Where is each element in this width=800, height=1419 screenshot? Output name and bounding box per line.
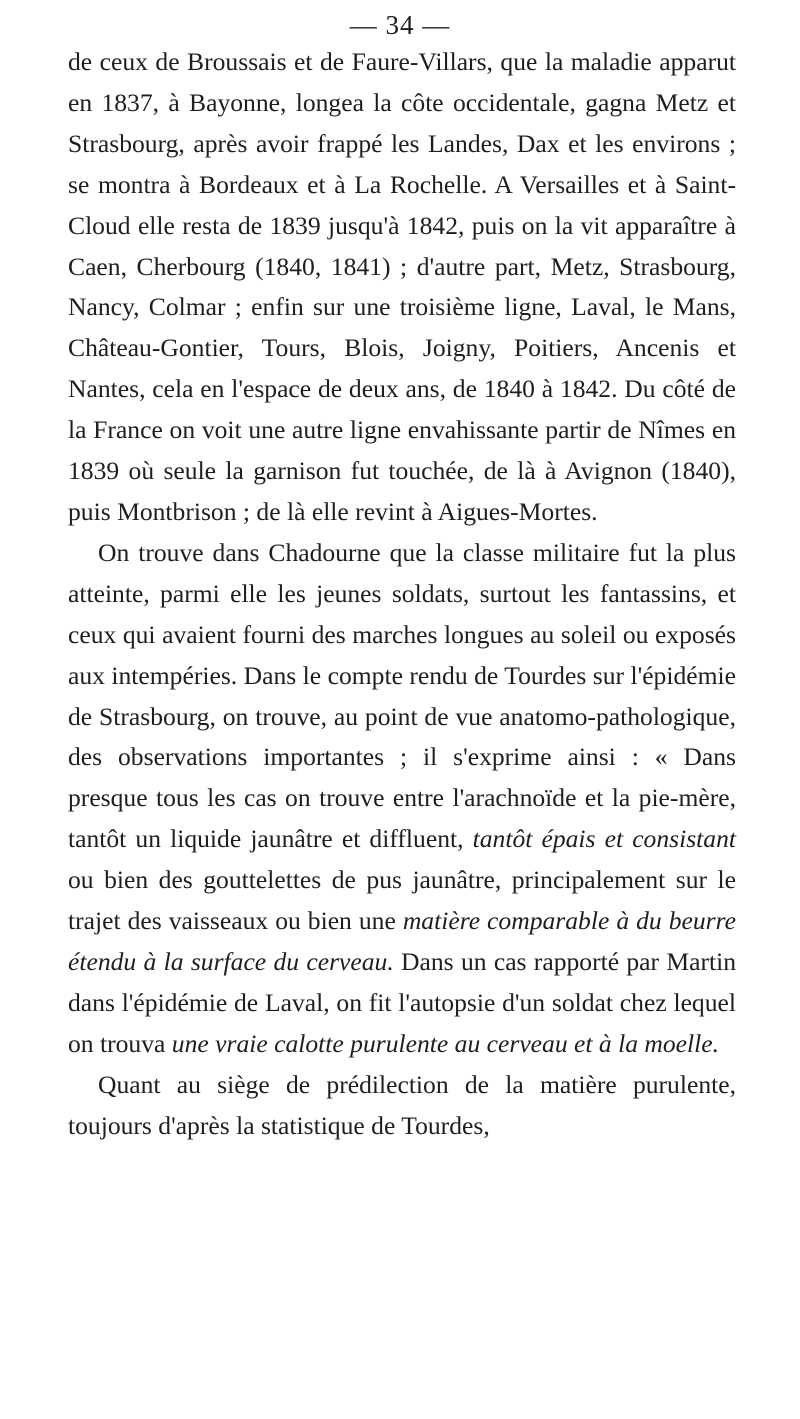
italic-run: une vraie calotte purulente au cerveau et à la moelle. [171,1028,720,1058]
text-run: Quant au siège de prédilection de la matière purulente, toujours d'après la statistique de Tourdes, [68,1069,736,1140]
italic-run: tantôt épais et consistant [472,824,736,854]
text-run: On trouve dans Chadourne que la classe militaire fut la plus atteinte, parmi elle les jeunes soldats, surtout les fantassins, et ceux qui avaient fourni des marches longues au soleil ou exposés aux intempéries. Dans le compte rendu de Tourdes sur l'épidémie de Strasbourg, on trouve, au point de vue anatomo-pathologique, des observations importantes ; il s'exprime ainsi : « Dans presque tous les cas on trouve entre l'arachnoïde et la pie-mère, tantôt un liquide jaunâtre et diffluent, [68,537,736,854]
text-run: ou bien des gouttelettes de pus jaunâtre, principalement sur le trajet des vaisseaux ou bien une [68,865,736,936]
page-number: — 34 — [349,10,451,40]
italic-run: matière comparable à du beurre étendu à la surface du cerveau. [68,906,736,976]
text-run: de ceux de Broussais et de Faure-Villars, que la maladie apparut en 1837, à Bayonne, longea la côte occidentale, gagna Metz et Strasbourg, après avoir frappé les Landes, Dax et les environs ; se montra à Bordeaux et à La Rochelle. A Versailles et à Saint-Cloud elle resta de 1839 jusqu'à 1842, puis on la vit apparaître à Caen, Cherbourg (1840, 1841) ; d'autre part, Metz, Strasbourg, Nancy, Colmar ; enfin sur une troisième ligne, Laval, le Mans, Château-Gontier, Tours, Blois, Joigny, Poitiers, Ancenis et Nantes, cela en l'espace de deux ans, de 1840 à 1842. Du côté de la France on voit une autre ligne envahissante partir de Nîmes en 1839 où seule la garnison fut touchée, de là à Avignon (1840), puis Montbrison ; de là elle revint à Aigues-Mortes. [68,47,736,526]
paragraph [68,42,736,533]
paragraph [68,1065,736,1147]
paragraph [68,533,736,1065]
page-body [68,42,736,1146]
text-run: Dans un cas rapporté par Martin dans l'épidémie de Laval, on fit l'autopsie d'un soldat chez lequel on trouva [68,946,737,1058]
